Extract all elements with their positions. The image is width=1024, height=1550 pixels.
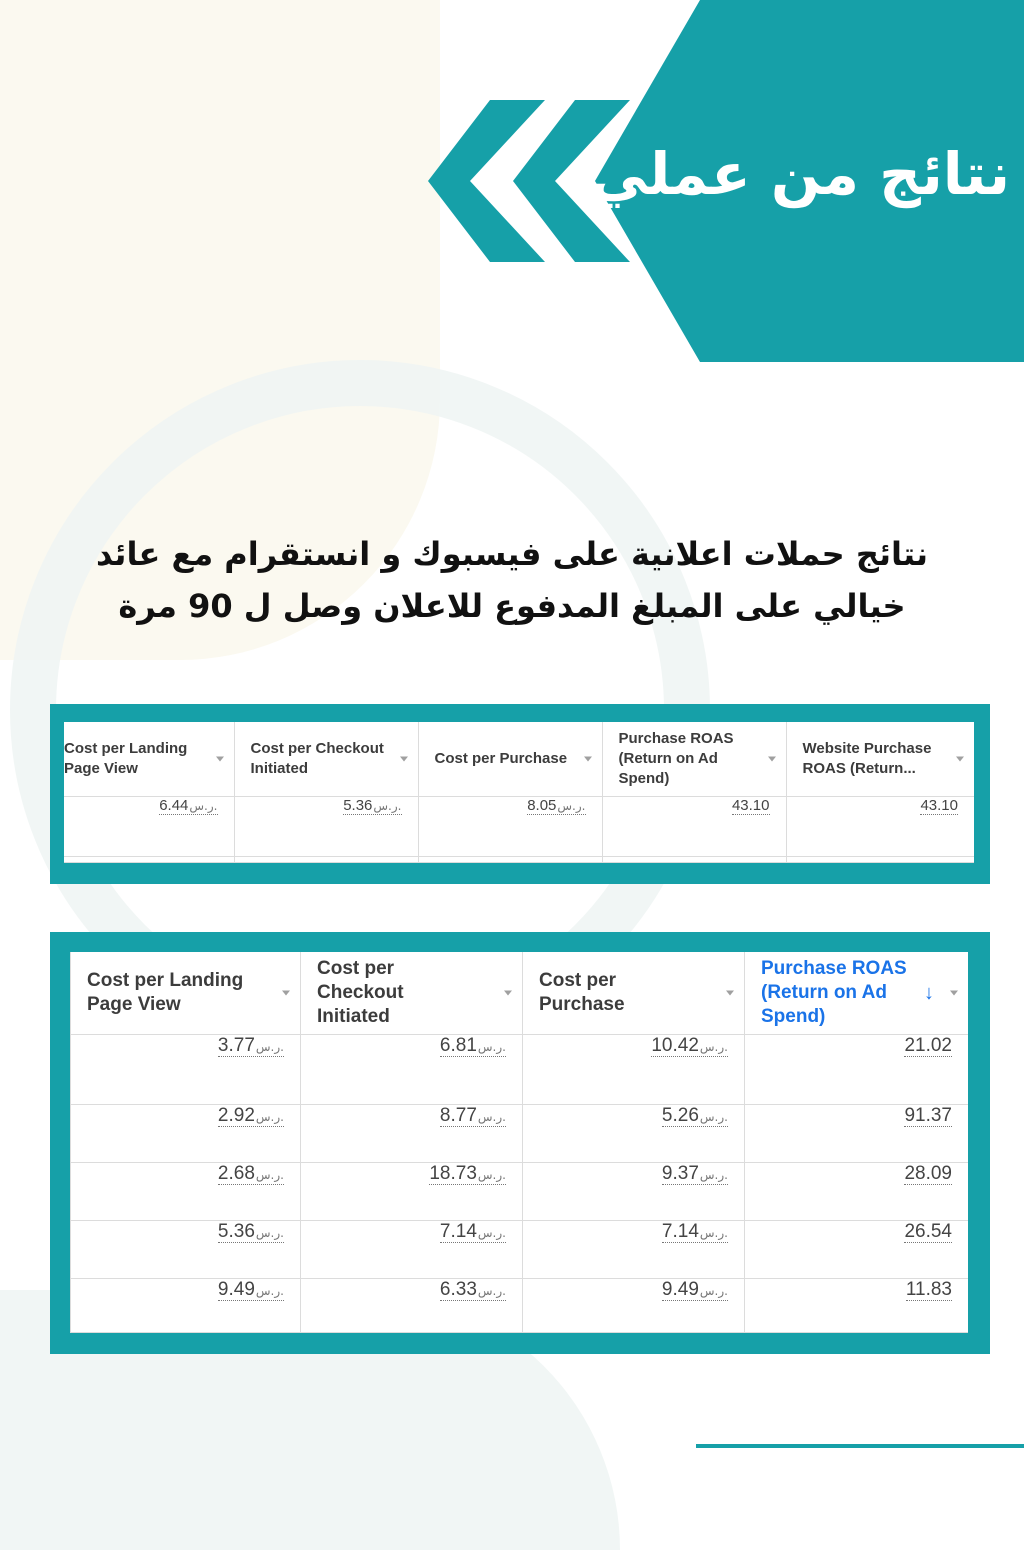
cell-value[interactable]: 28.09 xyxy=(904,1162,952,1184)
cell-value[interactable]: 6.81ر.س. xyxy=(439,1034,506,1056)
cell-value[interactable]: 9.49ر.س. xyxy=(661,1278,728,1300)
table-row-empty xyxy=(64,856,974,862)
cell-value[interactable]: 43.10 xyxy=(731,796,770,814)
table-cell xyxy=(71,1162,301,1220)
cell-value[interactable]: 6.44ر.س. xyxy=(159,796,218,814)
results-table-2 xyxy=(70,952,968,1333)
caret-down-icon[interactable] xyxy=(400,756,408,761)
cell-value[interactable]: 9.37ر.س. xyxy=(661,1162,728,1184)
results-table-1-frame xyxy=(50,704,990,884)
caret-down-icon[interactable] xyxy=(726,990,734,995)
table-cell xyxy=(523,1104,745,1162)
cell-value[interactable]: 8.05ر.س. xyxy=(527,796,586,814)
table-cell xyxy=(745,1162,969,1220)
cell-value[interactable]: 7.14ر.س. xyxy=(439,1220,506,1242)
column-header[interactable]: Cost per Landing Page View xyxy=(71,952,301,1034)
cell-value[interactable]: 91.37 xyxy=(904,1104,952,1126)
caret-down-icon[interactable] xyxy=(584,756,592,761)
table-cell xyxy=(301,1162,523,1220)
table-cell xyxy=(234,796,418,856)
table-cell xyxy=(301,1034,523,1104)
subtitle-line: نتائج حملات اعلانية على فيسبوك و انستقرام مع عائد xyxy=(95,535,929,573)
cell-value[interactable]: 3.77ر.س. xyxy=(217,1034,284,1056)
caret-down-icon[interactable] xyxy=(956,756,964,761)
page-subtitle xyxy=(40,528,984,632)
table-cell xyxy=(523,1220,745,1278)
arrow-down-icon[interactable]: ↓ xyxy=(924,981,934,1004)
table-cell xyxy=(523,1034,745,1104)
table-cell xyxy=(71,1104,301,1162)
table-body xyxy=(71,1034,969,1332)
results-table-1 xyxy=(64,722,974,863)
column-header[interactable]: Cost per Checkout Initiated xyxy=(234,722,418,796)
column-header[interactable]: Website Purchase ROAS (Return... xyxy=(786,722,974,796)
caret-down-icon[interactable] xyxy=(768,756,776,761)
cell-value[interactable]: 2.68ر.س. xyxy=(217,1162,284,1184)
table-header-row xyxy=(71,952,969,1034)
table-cell xyxy=(301,1220,523,1278)
cell-value[interactable]: 43.10 xyxy=(920,796,958,814)
column-header[interactable]: Cost per Purchase xyxy=(418,722,602,796)
table-cell xyxy=(745,1104,969,1162)
cell-value[interactable]: 18.73ر.س. xyxy=(429,1162,506,1184)
table-row xyxy=(71,1034,969,1104)
table-cell xyxy=(301,1278,523,1332)
cell-value[interactable]: 10.42ر.س. xyxy=(651,1034,728,1056)
column-header[interactable]: Cost per Purchase xyxy=(523,952,745,1034)
table-cell xyxy=(64,796,234,856)
cell-value[interactable]: 8.77ر.س. xyxy=(439,1104,506,1126)
page-title: نتائج من عملي xyxy=(589,140,1010,208)
column-header[interactable]: Cost per Landing Page View xyxy=(64,722,234,796)
table-cell xyxy=(301,1104,523,1162)
table-cell xyxy=(418,796,602,856)
table-row xyxy=(71,1220,969,1278)
column-header[interactable]: Purchase ROAS (Return on Ad Spend) xyxy=(602,722,786,796)
cell-value[interactable]: 26.54 xyxy=(904,1220,952,1242)
table-cell xyxy=(523,1162,745,1220)
table-cell xyxy=(602,796,786,856)
table-row xyxy=(71,1104,969,1162)
table-cell xyxy=(71,1278,301,1332)
column-header-sorted[interactable]: Purchase ROAS (Return on Ad Spend) ↓ xyxy=(745,952,969,1034)
table-cell xyxy=(786,796,974,856)
subtitle-line: خيالي على المبلغ المدفوع للاعلان وصل ل 90 مرة xyxy=(118,587,906,625)
cell-value[interactable]: 5.36ر.س. xyxy=(343,796,402,814)
table-row xyxy=(71,1162,969,1220)
table-cell xyxy=(523,1278,745,1332)
table-cell xyxy=(71,1220,301,1278)
cell-value[interactable]: 5.26ر.س. xyxy=(661,1104,728,1126)
table-row xyxy=(71,1278,969,1332)
cell-value[interactable]: 9.49ر.س. xyxy=(217,1278,284,1300)
table-cell xyxy=(745,1278,969,1332)
table-header-row xyxy=(64,722,974,796)
cell-value[interactable]: 7.14ر.س. xyxy=(661,1220,728,1242)
cell-value[interactable]: 2.92ر.س. xyxy=(217,1104,284,1126)
table-cell xyxy=(745,1220,969,1278)
column-header[interactable]: Cost per Checkout Initiated xyxy=(301,952,523,1034)
caret-down-icon[interactable] xyxy=(282,990,290,995)
caret-down-icon[interactable] xyxy=(504,990,512,995)
cell-value[interactable]: 5.36ر.س. xyxy=(217,1220,284,1242)
table-row xyxy=(64,796,974,856)
caret-down-icon[interactable] xyxy=(216,756,224,761)
cell-value[interactable]: 21.02 xyxy=(904,1034,952,1056)
bottom-accent-line xyxy=(696,1444,1024,1448)
caret-down-icon[interactable] xyxy=(950,990,958,995)
table-cell xyxy=(71,1034,301,1104)
results-table-2-frame xyxy=(50,932,990,1354)
table-cell xyxy=(745,1034,969,1104)
cell-value[interactable]: 6.33ر.س. xyxy=(439,1278,506,1300)
cell-value[interactable]: 11.83 xyxy=(905,1278,952,1300)
